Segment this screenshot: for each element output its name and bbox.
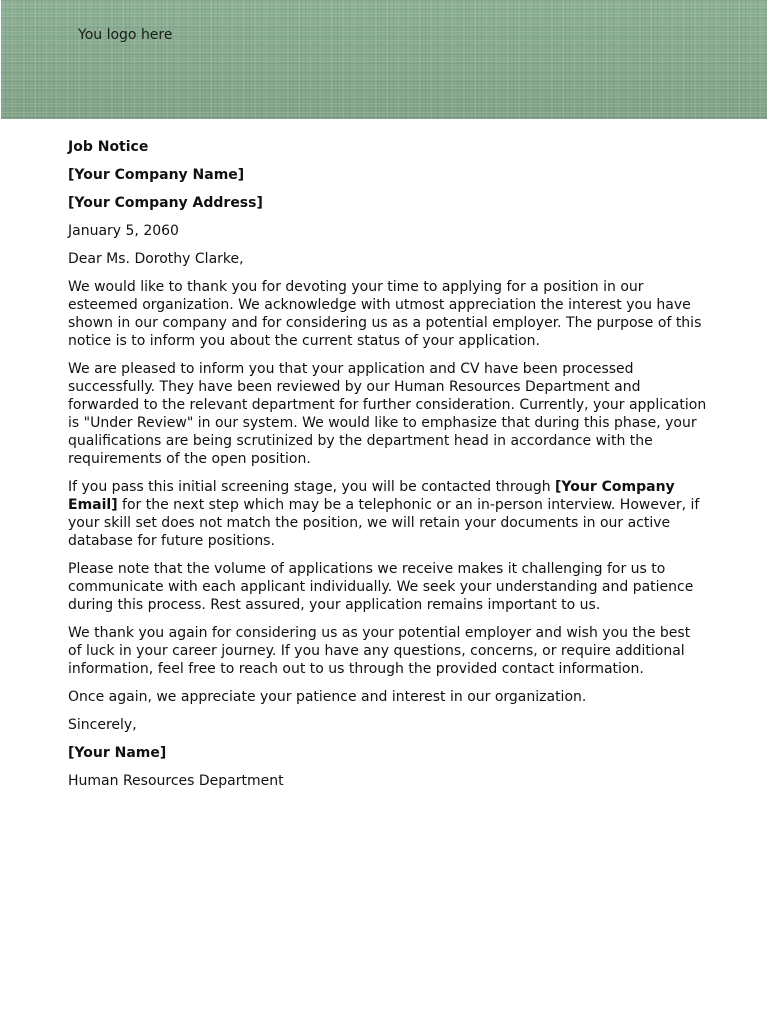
salutation: Dear Ms. Dorothy Clarke, xyxy=(68,251,244,267)
letter-body xyxy=(68,138,708,800)
paragraph-appreciation: Once again, we appreciate your patience and interest in our organization. xyxy=(68,689,587,705)
company-address: [Your Company Address] xyxy=(68,195,263,211)
company-name: [Your Company Name] xyxy=(68,167,245,183)
paragraph-next-steps xyxy=(68,478,708,550)
paragraph-next-steps-text-2: for the next step which may be a telephonic or an in-person interview. However, if your skill set does not match the position, we will retain your documents in our active database for future positions. xyxy=(68,497,700,549)
header-banner xyxy=(1,0,767,119)
logo-placeholder: You logo here xyxy=(78,27,173,43)
paragraph-status: We are pleased to inform you that your application and CV have been processed successfully. They have been reviewed by our Human Resources Department and forwarded to the relevant department for further consideration. Currently, your application is "Under Review" in our system. We would like to emphasize that during this phase, your qualifications are being scrutinized by the department head in accordance with the requirements of the open position. xyxy=(68,361,707,467)
letter-title: Job Notice xyxy=(68,139,149,155)
signer-name: [Your Name] xyxy=(68,745,167,761)
paragraph-closing-wishes: We thank you again for considering us as your potential employer and wish you the best of luck in your career journey. If you have any questions, concerns, or require additional information, feel free to reach out to us through the provided contact information. xyxy=(68,625,691,677)
signer-department: Human Resources Department xyxy=(68,773,284,789)
paragraph-volume-note: Please note that the volume of applications we receive makes it challenging for us to communicate with each applicant individually. We seek your understanding and patience during this process. Rest assured, your application remains important to us. xyxy=(68,561,694,613)
closing: Sincerely, xyxy=(68,717,137,733)
company-email: [Your Company Email] xyxy=(68,479,675,513)
paragraph-next-steps-text-1: If you pass this initial screening stage, you will be contacted through xyxy=(68,479,556,495)
paragraph-thanks: We would like to thank you for devoting your time to applying for a position in our esteemed organization. We acknowledge with utmost appreciation the interest you have shown in our company and for considering us as a potential employer. The purpose of this notice is to inform you about the current status of your application. xyxy=(68,279,702,349)
letter-date: January 5, 2060 xyxy=(68,223,179,239)
